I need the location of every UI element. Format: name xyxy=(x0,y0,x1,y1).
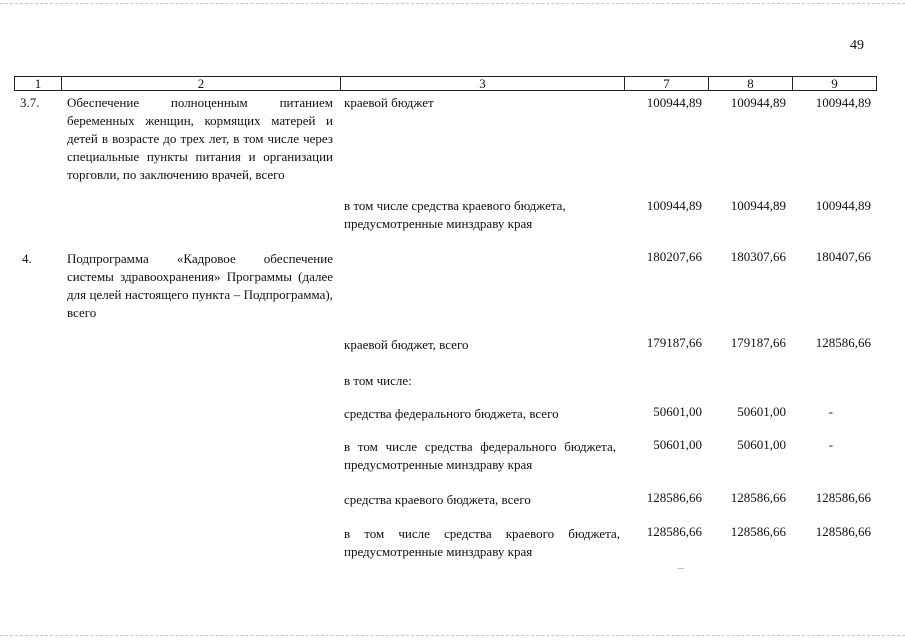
value-col-9: 128586,66 xyxy=(815,335,871,350)
funding-source: в том числе: xyxy=(344,373,412,388)
row-number: 4. xyxy=(22,251,32,266)
header-col-3: 3 xyxy=(341,77,625,90)
value-col-9: 128586,66 xyxy=(815,490,871,505)
value-col-8: 50601,00 xyxy=(737,404,786,419)
value-col-9: 128586,66 xyxy=(815,524,871,539)
value-col-7: 50601,00 xyxy=(653,437,702,452)
value-col-9: 180407,66 xyxy=(815,249,871,264)
value-col-8: 128586,66 xyxy=(730,524,786,539)
scan-edge-top xyxy=(0,3,905,4)
header-col-1: 1 xyxy=(15,77,62,90)
value-col-7: 128586,66 xyxy=(646,490,702,505)
value-col-7: 179187,66 xyxy=(646,335,702,350)
value-col-7: 100944,89 xyxy=(646,95,702,110)
header-col-7: 7 xyxy=(625,77,709,90)
value-col-8: 100944,89 xyxy=(730,95,786,110)
value-col-9: - xyxy=(828,437,833,452)
header-col-2: 2 xyxy=(62,77,341,90)
value-col-8: 128586,66 xyxy=(730,490,786,505)
funding-source: средства федерального бюджета, всего xyxy=(344,406,559,421)
value-col-8: 180307,66 xyxy=(730,249,786,264)
funding-source: в том числе средства краевого бюджета, предусмотренные минздраву края xyxy=(344,526,620,559)
header-col-9: 9 xyxy=(831,76,838,91)
value-col-7: 180207,66 xyxy=(646,249,702,264)
funding-source: краевой бюджет, всего xyxy=(344,337,469,352)
funding-source: краевой бюджет xyxy=(344,95,434,110)
value-col-8: 100944,89 xyxy=(730,198,786,213)
row-title: Обеспечение полноценным питанием беременных женщин, кормящих матерей и детей в возрасте до трех лет, в том числе через специальные пункты питания и организации торговли, по заключению врачей, всего xyxy=(67,95,333,182)
row-title: Подпрограмма «Кадровое обеспечение системы здравоохранения» Программы (далее для целей настоящего пункта – Подпрограмма), всего xyxy=(67,251,333,320)
scan-speck xyxy=(678,568,684,569)
funding-source: средства краевого бюджета, всего xyxy=(344,492,531,507)
scan-edge-bottom xyxy=(0,635,905,636)
value-col-9: - xyxy=(828,404,833,419)
header-col-8: 8 xyxy=(709,77,793,90)
funding-source: в том числе средства федерального бюджета, предусмотренные минздраву края xyxy=(344,439,616,472)
value-col-9: 100944,89 xyxy=(815,95,871,110)
value-col-7: 128586,66 xyxy=(646,524,702,539)
funding-source: в том числе средства краевого бюджета, предусмотренные минздраву края xyxy=(344,198,566,231)
value-col-7: 50601,00 xyxy=(653,404,702,419)
value-col-9: 100944,89 xyxy=(815,198,871,213)
value-col-7: 100944,89 xyxy=(646,198,702,213)
row-number: 3.7. xyxy=(20,95,40,110)
value-col-8: 50601,00 xyxy=(737,437,786,452)
page-number: 49 xyxy=(850,38,864,53)
table-header-row xyxy=(14,76,877,91)
value-col-8: 179187,66 xyxy=(730,335,786,350)
